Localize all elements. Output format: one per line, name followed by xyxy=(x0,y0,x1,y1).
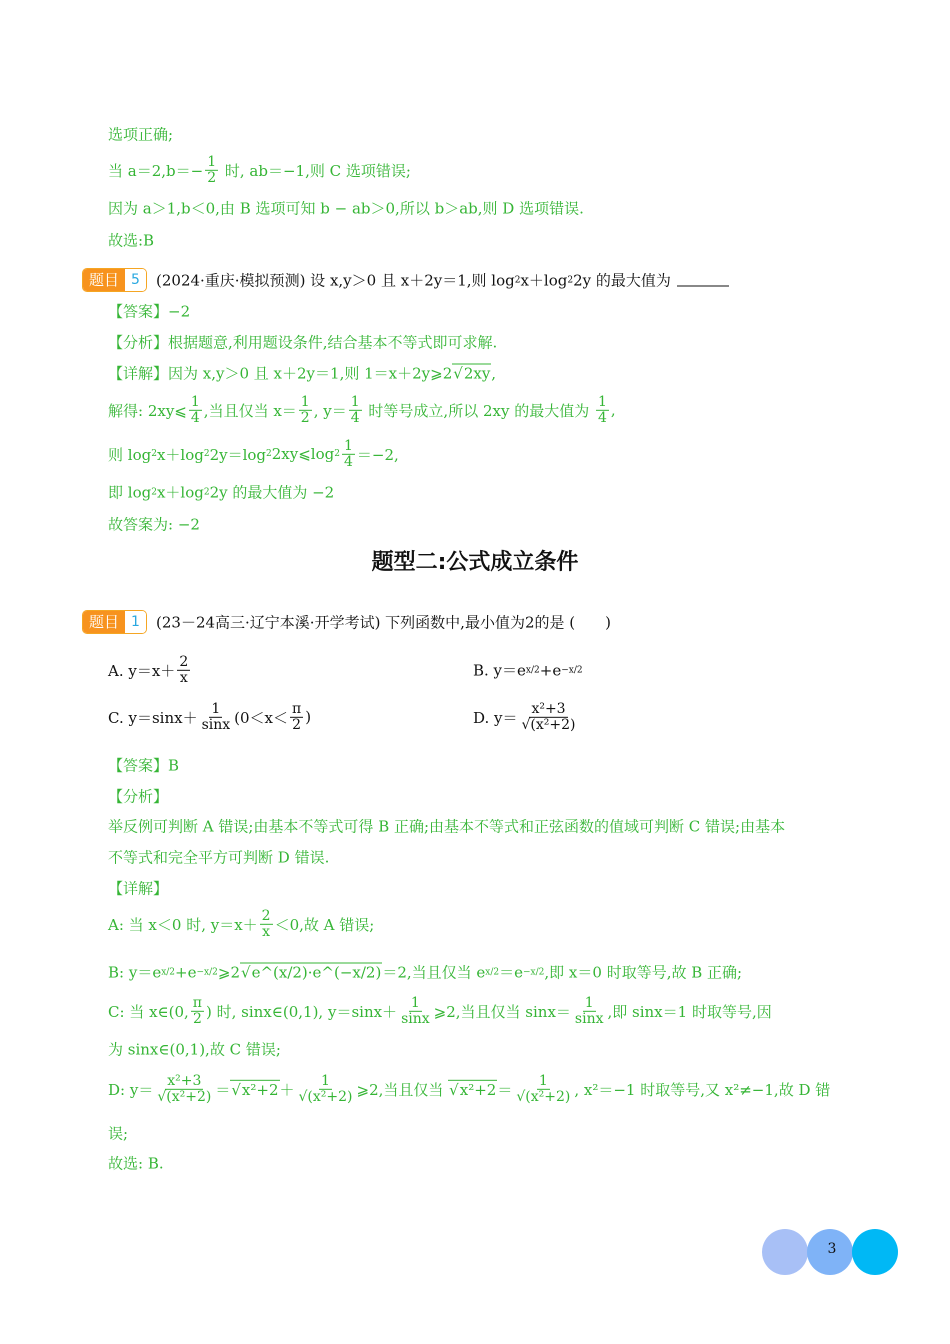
page-circle-decoration xyxy=(852,1229,898,1275)
text-segment: 举反例可判断 A 错误;由基本不等式可得 B 正确;由基本不等式和正弦函数的值域可判断 C 错误;由基本 xyxy=(108,817,786,836)
subscript: 2 xyxy=(151,487,157,497)
text-line xyxy=(108,816,785,837)
fraction xyxy=(191,996,204,1026)
text-segment: 则 log xyxy=(108,445,152,464)
text-line xyxy=(108,1123,128,1144)
fraction-denominator: 4 xyxy=(597,409,607,426)
fraction xyxy=(155,1074,213,1104)
text-line xyxy=(108,301,190,322)
badge-label: 题目 xyxy=(83,269,125,291)
text-line xyxy=(108,155,411,185)
fraction-denominator: sinx xyxy=(574,1010,604,1027)
text-segment: ⩾2,当且仅当 xyxy=(356,1080,449,1099)
text-line xyxy=(108,847,329,868)
superscript: −x/2 xyxy=(561,665,583,675)
fraction-numerator: 1 xyxy=(597,393,607,410)
text-line xyxy=(108,755,179,776)
text-segment: 【详解】因为 x,y＞0 且 x＋2y＝1,则 1＝x＋2y⩾2 xyxy=(108,364,453,383)
text-line xyxy=(108,996,772,1026)
text-line xyxy=(108,439,399,469)
fraction-denominator: 2 xyxy=(292,716,302,733)
fraction xyxy=(349,395,362,425)
text-line xyxy=(108,198,584,219)
text-segment: 2xy⩽log xyxy=(271,445,335,463)
fraction-denominator: √(x²+2) xyxy=(298,1088,353,1105)
fraction xyxy=(297,1074,355,1104)
text-segment: 不等式和完全平方可判断 D 错误. xyxy=(108,848,330,867)
text-line xyxy=(108,962,742,983)
fraction-numerator: 1 xyxy=(207,153,217,170)
text-segment: x＋log xyxy=(156,483,204,502)
text-segment: 当 a＝2,b＝− xyxy=(108,161,204,180)
text-segment: 【分析】 xyxy=(108,787,169,806)
fraction-numerator: π xyxy=(292,700,302,717)
text-segment: ＝ xyxy=(215,1080,231,1099)
subscript: 2 xyxy=(151,449,157,459)
text-segment: 时, ab＝−1,则 C 选项错误; xyxy=(220,161,411,180)
option-a xyxy=(108,655,192,685)
text-segment: C. y＝sinx＋ xyxy=(108,708,198,727)
fraction xyxy=(299,395,312,425)
text-segment: 2y 的最大值为 −2 xyxy=(209,483,335,502)
superscript: x/2 xyxy=(485,967,500,977)
subscript: 2 xyxy=(203,449,210,459)
fraction xyxy=(596,395,609,425)
text-segment: ) xyxy=(305,708,312,726)
fraction-denominator: x xyxy=(262,923,271,940)
text-segment: ⩾2,当且仅当 sinx＝ xyxy=(433,1002,571,1021)
fraction-numerator: 2 xyxy=(261,907,271,924)
badge-number: 5 xyxy=(125,269,146,291)
text-segment: 【答案】B xyxy=(108,756,180,775)
question-badge xyxy=(82,610,147,634)
fraction-numerator: 1 xyxy=(321,1072,330,1089)
text-segment: 选项正确; xyxy=(108,125,174,144)
option-d xyxy=(473,702,580,732)
text-segment: (2024·重庆·模拟预测) 设 x,y＞0 且 x＋2y＝1,则 log xyxy=(156,271,515,290)
page-circle-decoration xyxy=(762,1229,808,1275)
text-segment: ,当且仅当 x＝ xyxy=(203,401,297,420)
text-line xyxy=(108,1039,281,1060)
fraction-denominator: √(x²+2) xyxy=(516,1088,571,1105)
option-c xyxy=(108,702,311,732)
fraction-numerator: x²+3 xyxy=(531,700,566,717)
fraction xyxy=(520,702,578,732)
fraction xyxy=(399,996,432,1026)
text-segment: 即 log xyxy=(108,483,152,502)
question-badge xyxy=(82,268,147,292)
text-segment: 2y 的最大值为 xyxy=(573,271,671,290)
fraction-denominator: 4 xyxy=(343,453,353,470)
text-segment: x＋log xyxy=(520,271,568,290)
text-segment: ,即 sinx＝1 时取等号,因 xyxy=(607,1002,772,1021)
section-title: 题型二:公式成立条件 xyxy=(371,550,579,575)
fraction-numerator: 1 xyxy=(300,393,310,410)
fraction-numerator: 1 xyxy=(410,994,420,1011)
fraction-numerator: 1 xyxy=(211,700,221,717)
page-number: 3 xyxy=(827,1241,837,1257)
text-segment: , xyxy=(610,401,616,419)
text-line xyxy=(108,1153,164,1174)
text-line xyxy=(108,363,496,384)
fraction-numerator: 1 xyxy=(350,393,360,410)
fraction-numerator: 2 xyxy=(179,653,189,670)
text-segment: ,即 x＝0 时取等号,故 B 正确; xyxy=(544,963,743,982)
text-segment: 为 sinx∈(0,1),故 C 错误; xyxy=(108,1040,281,1059)
text-segment: ) 时, sinx∈(0,1), y＝sinx＋ xyxy=(206,1002,398,1021)
square-root: √ e^(x/2)·e^(−x/2) xyxy=(240,963,382,982)
text-line xyxy=(108,1074,830,1104)
text-segment: , y＝ xyxy=(313,401,347,420)
text-segment: A: 当 x＜0 时, y＝x＋ xyxy=(108,915,258,934)
fraction-denominator: 2 xyxy=(192,1010,202,1027)
text-segment: 误; xyxy=(108,1124,129,1143)
fraction-denominator: 2 xyxy=(207,169,217,186)
text-line xyxy=(108,230,154,251)
text-line xyxy=(108,878,168,899)
fraction-denominator: 4 xyxy=(190,409,200,426)
text-segment: 因为 a＞1,b＜0,由 B 选项可知 b − ab＞0,所以 b＞ab,则 D 选项错误. xyxy=(108,199,584,218)
text-segment: B. y＝e xyxy=(473,661,526,680)
square-root: √ 2xy xyxy=(452,364,491,383)
subscript: 2 xyxy=(514,275,521,285)
text-segment: D: y＝ xyxy=(108,1080,154,1099)
fraction-denominator: sinx xyxy=(201,716,231,733)
fraction-numerator: x²+3 xyxy=(167,1072,202,1089)
text-segment: C: 当 x∈(0, xyxy=(108,1002,189,1021)
subscript: 2 xyxy=(334,449,340,459)
text-line xyxy=(108,514,200,535)
text-segment: , xyxy=(491,364,497,382)
badge-label: 题目 xyxy=(83,611,125,633)
text-segment: 【分析】根据题意,利用题设条件,结合基本不等式即可求解. xyxy=(108,333,498,352)
subscript: 2 xyxy=(567,275,574,285)
fraction xyxy=(205,155,218,185)
fraction-numerator: 1 xyxy=(538,1072,548,1089)
fraction-denominator: sinx xyxy=(401,1010,430,1027)
square-root: √ x²+2 xyxy=(230,1080,279,1099)
text-segment: 故答案为: −2 xyxy=(108,515,200,534)
superscript: x/2 xyxy=(525,665,540,675)
text-segment: ＝2,当且仅当 e xyxy=(382,963,486,982)
fraction xyxy=(573,996,606,1026)
text-segment: ⩾2 xyxy=(217,963,240,981)
fraction xyxy=(189,395,202,425)
text-segment: 时等号成立,所以 2xy 的最大值为 xyxy=(363,401,594,420)
badge-number: 1 xyxy=(125,611,146,633)
text-segment: x＋log xyxy=(156,445,204,464)
text-line xyxy=(108,909,374,939)
superscript: x/2 xyxy=(161,967,176,977)
text-line xyxy=(108,786,168,807)
text-segment: (0＜x＜ xyxy=(234,708,289,727)
fraction-denominator: √(x²+2) xyxy=(157,1088,212,1105)
question-stem xyxy=(156,270,729,291)
text-segment: D. y＝ xyxy=(473,708,518,727)
question-stem xyxy=(156,612,611,633)
subscript: 2 xyxy=(203,487,210,497)
fraction-denominator: √(x²+2) xyxy=(521,716,576,733)
text-line xyxy=(108,395,616,425)
text-segment: ＋ xyxy=(279,1080,295,1099)
fraction-numerator: 1 xyxy=(584,994,594,1011)
superscript: −x/2 xyxy=(523,967,545,977)
fraction xyxy=(200,702,233,732)
text-segment: 【答案】−2 xyxy=(108,302,191,321)
fraction-numerator: 1 xyxy=(343,437,353,454)
fraction-denominator: x xyxy=(179,669,188,686)
text-segment: +e xyxy=(175,963,197,981)
text-segment: ＝−2, xyxy=(356,445,399,464)
answer-blank xyxy=(677,274,729,287)
fraction xyxy=(177,655,190,685)
fraction xyxy=(514,1074,572,1104)
text-segment: (23－24高三·辽宁本溪·开学考试) 下列函数中,最小值为2的是 ( ) xyxy=(156,613,611,632)
text-segment: ＝ xyxy=(497,1080,513,1099)
subscript: 2 xyxy=(266,449,272,459)
text-segment: 故选:B xyxy=(108,231,155,250)
text-line xyxy=(108,482,334,503)
text-segment: 2y＝log xyxy=(209,445,267,464)
text-segment: 故选: B. xyxy=(108,1154,164,1173)
text-line xyxy=(108,124,173,145)
text-segment: , x²＝−1 时取等号,又 x²≠−1,故 D 错 xyxy=(574,1080,831,1099)
text-segment: B: y＝e xyxy=(108,963,162,982)
fraction xyxy=(260,909,273,939)
superscript: −x/2 xyxy=(196,967,218,977)
fraction-denominator: 2 xyxy=(300,409,310,426)
fraction-denominator: 4 xyxy=(350,409,360,426)
fraction xyxy=(342,439,355,469)
option-b xyxy=(473,660,583,681)
text-line xyxy=(108,332,497,353)
fraction-numerator: 1 xyxy=(190,393,200,410)
text-segment: 解得: 2xy⩽ xyxy=(108,401,187,420)
text-segment: ＝e xyxy=(499,963,524,982)
text-segment: ＜0,故 A 错误; xyxy=(274,915,375,934)
square-root: √ x²+2 xyxy=(448,1080,497,1099)
text-segment: 【详解】 xyxy=(108,879,169,898)
text-segment: +e xyxy=(539,661,562,679)
text-segment: A. y＝x＋ xyxy=(108,661,176,680)
fraction xyxy=(290,702,303,732)
fraction-numerator: π xyxy=(192,994,202,1011)
